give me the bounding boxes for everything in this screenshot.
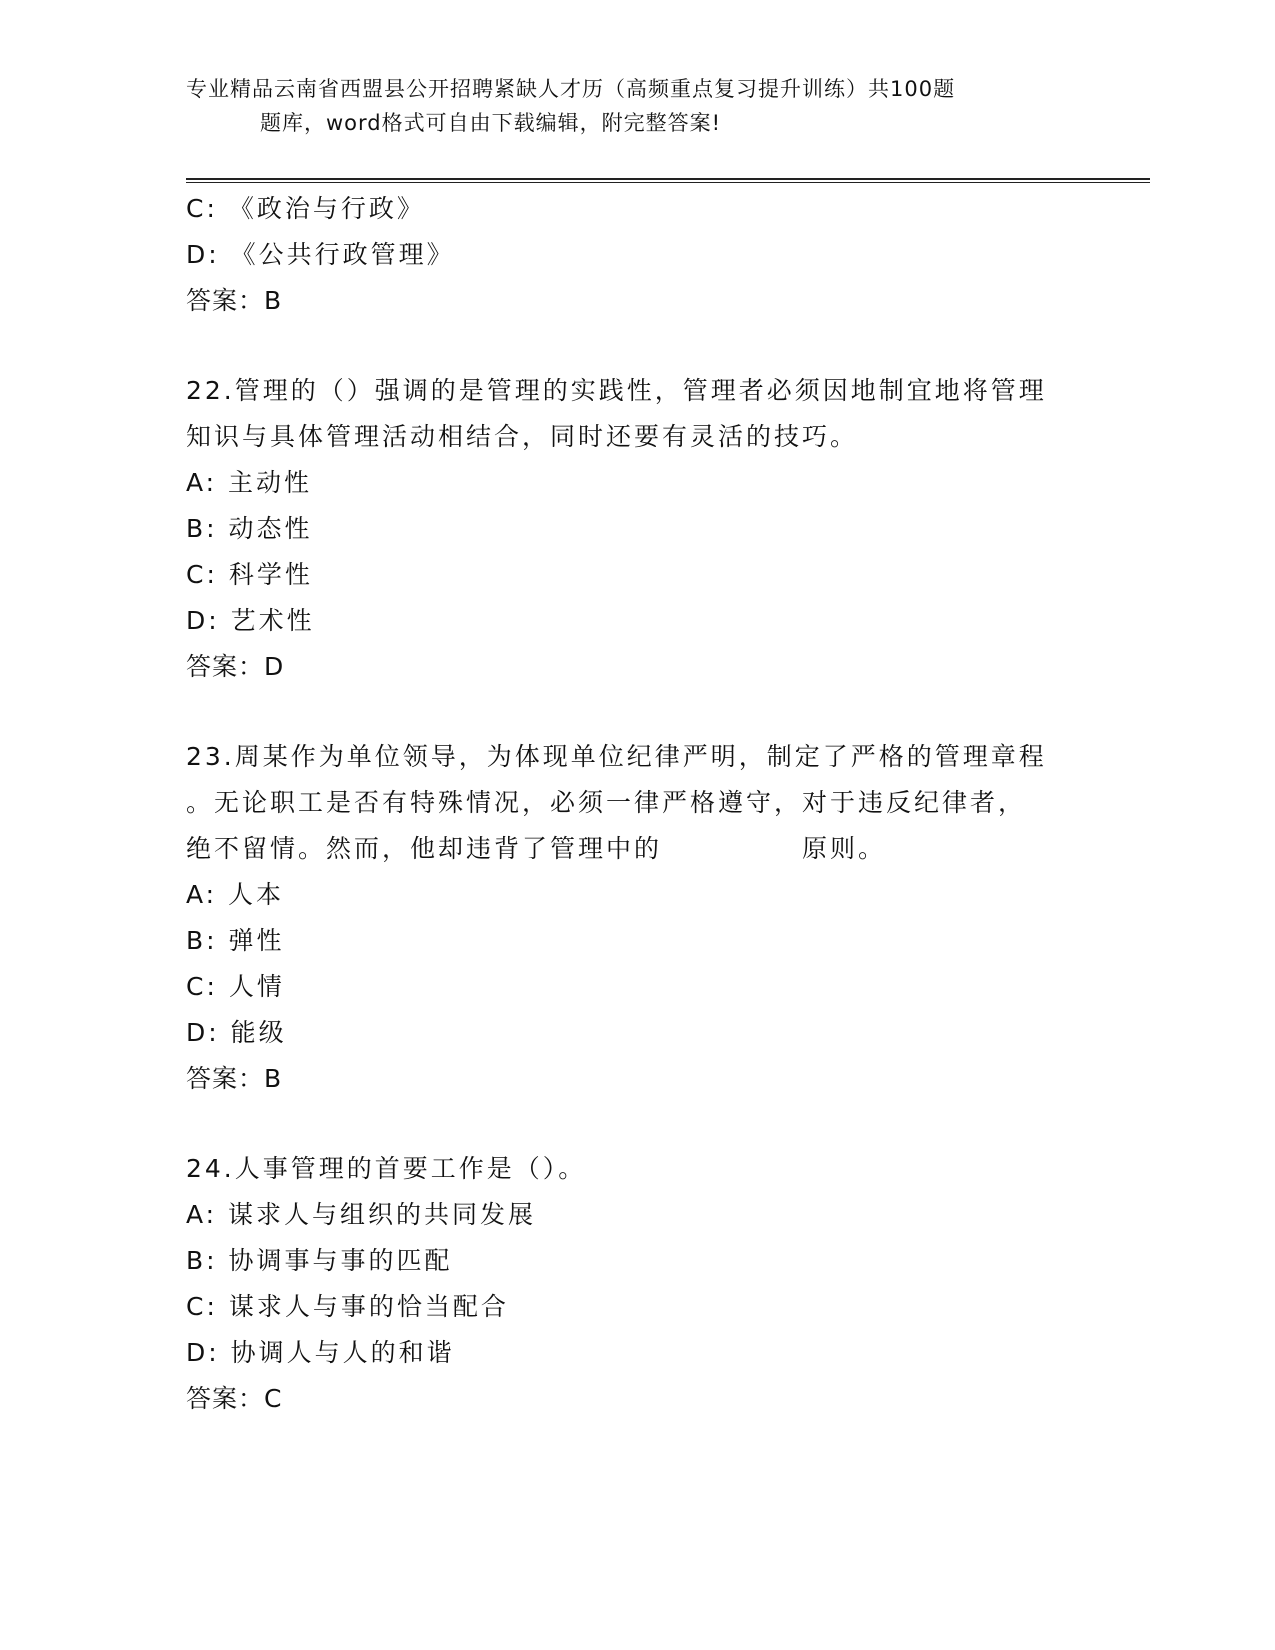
option-b: B: 动态性 — [186, 514, 313, 543]
question-stem: 知识与具体管理活动相结合，同时还要有灵活的技巧。 — [186, 422, 859, 451]
question-list — [186, 186, 1086, 1422]
question-stem: 24.人事管理的首要工作是（）。 — [186, 1154, 587, 1183]
stem-text: 原则。 — [802, 834, 887, 863]
document-header — [186, 72, 1066, 140]
question-stem: 23.周某作为单位领导，为体现单位纪律严明，制定了严格的管理章程 — [186, 742, 1047, 771]
header-title-line1: 专业精品云南省西盟县公开招聘紧缺人才历（高频重点复习提升训练）共100题 — [186, 77, 956, 101]
question-21 — [186, 186, 1086, 324]
answer: 答案：B — [186, 1064, 283, 1093]
question-stem: 22.管理的（）强调的是管理的实践性，管理者必须因地制宜地将管理 — [186, 376, 1047, 405]
answer: 答案：C — [186, 1384, 283, 1413]
option-a: A: 主动性 — [186, 468, 313, 497]
answer: 答案：D — [186, 652, 285, 681]
question-24 — [186, 1146, 1086, 1422]
question-stem: 。无论职工是否有特殊情况，必须一律严格遵守，对于违反纪律者， — [186, 788, 1027, 817]
option-b: B: 协调事与事的匹配 — [186, 1246, 453, 1275]
header-divider-thick — [186, 178, 1150, 180]
option-b: B: 弹性 — [186, 926, 285, 955]
question-23 — [186, 734, 1086, 1102]
option-d: D: 协调人与人的和谐 — [186, 1338, 455, 1367]
option-a: A: 谋求人与组织的共同发展 — [186, 1200, 537, 1229]
option-d: D: 《公共行政管理》 — [186, 240, 455, 269]
question-22 — [186, 368, 1086, 690]
option-c: C: 人情 — [186, 972, 285, 1001]
stem-text: 绝不留情。然而，他却违背了管理中的 — [186, 834, 663, 863]
option-d: D: 能级 — [186, 1018, 287, 1047]
option-d: D: 艺术性 — [186, 606, 315, 635]
option-c: C: 谋求人与事的恰当配合 — [186, 1292, 509, 1321]
header-divider-thin — [186, 182, 1150, 183]
question-stem — [186, 826, 1086, 872]
answer: 答案：B — [186, 286, 283, 315]
option-c: C: 《政治与行政》 — [186, 194, 425, 223]
header-title-line2: 题库，word格式可自由下载编辑，附完整答案! — [260, 111, 722, 135]
option-c: C: 科学性 — [186, 560, 313, 589]
option-a: A: 人本 — [186, 880, 285, 909]
